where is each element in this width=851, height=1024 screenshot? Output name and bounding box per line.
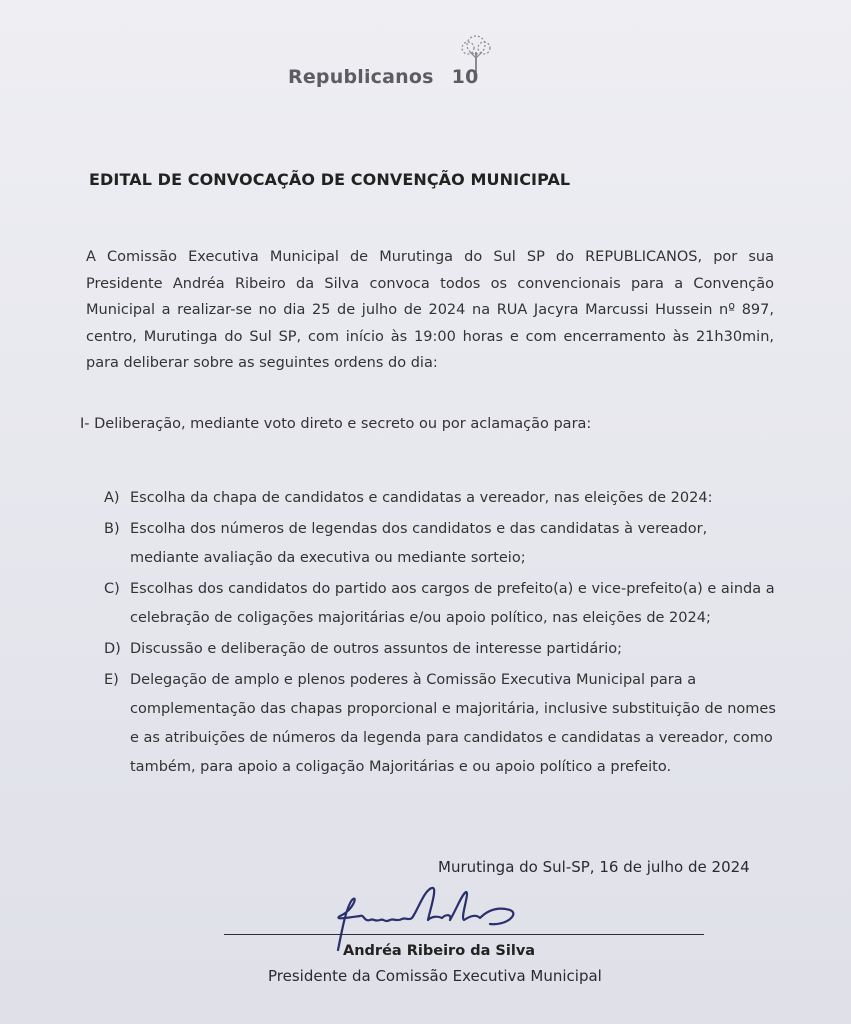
signature-line xyxy=(224,934,704,935)
item-letter: E) xyxy=(104,672,119,688)
logo-name: Republicanos xyxy=(288,66,434,88)
list-item xyxy=(104,666,776,782)
item-letter: D) xyxy=(104,641,121,657)
item-text: Delegação de amplo e plenos poderes à Comissão Executiva Municipal para a complementação das chapas proporcional e majoritária, inclusive substituição de nomes e as atribuições de números da legenda para candidatos e candidatas a vereador, como também, para apoio a coligação Majoritárias e ou apoio político a prefeito. xyxy=(130,672,776,775)
list-item xyxy=(104,635,776,664)
item-letter: A) xyxy=(104,490,120,506)
logo-number: 10 xyxy=(451,66,479,88)
list-item xyxy=(104,515,776,573)
item-letter: C) xyxy=(104,581,120,597)
place-date: Murutinga do Sul-SP, 16 de julho de 2024 xyxy=(438,858,750,876)
deliberation-intro: I- Deliberação, mediante voto direto e secreto ou por aclamação para: xyxy=(80,416,592,432)
item-text: Escolha dos números de legendas dos candidatos e das candidatas à vereador, mediante avaliação da executiva ou mediante sorteio; xyxy=(130,521,708,566)
agenda-list xyxy=(104,484,776,784)
party-logo xyxy=(288,34,538,94)
list-item xyxy=(104,575,776,633)
item-letter: B) xyxy=(104,521,120,537)
list-item xyxy=(104,484,776,513)
signer-name: Andréa Ribeiro da Silva xyxy=(343,943,536,959)
item-text: Escolhas dos candidatos do partido aos cargos de prefeito(a) e vice-prefeito(a) e ainda a celebração de coligações majoritárias e/ou apoio político, nas eleições de 2024; xyxy=(130,581,775,626)
signer-role: Presidente da Comissão Executiva Municipal xyxy=(268,967,602,985)
logo-wordmark xyxy=(288,66,479,88)
document-title: EDITAL DE CONVOCAÇÃO DE CONVENÇÃO MUNICIPAL xyxy=(89,170,571,189)
item-text: Discussão e deliberação de outros assuntos de interesse partidário; xyxy=(130,641,623,657)
item-text: Escolha da chapa de candidatos e candidatas a vereador, nas eleições de 2024: xyxy=(130,490,713,506)
convocation-paragraph: A Comissão Executiva Municipal de Murutinga do Sul SP do REPUBLICANOS, por sua Presidente Andréa Ribeiro da Silva convoca todos os convencionais para a Convenção Municipal a realizar-se no dia 25 de julho de 2024 na RUA Jacyra Marcussi Hussein nº 897, centro, Murutinga do Sul SP, com início às 19:00 horas e com encerramento às 21h30min, para deliberar sobre as seguintes ordens do dia: xyxy=(86,249,774,371)
